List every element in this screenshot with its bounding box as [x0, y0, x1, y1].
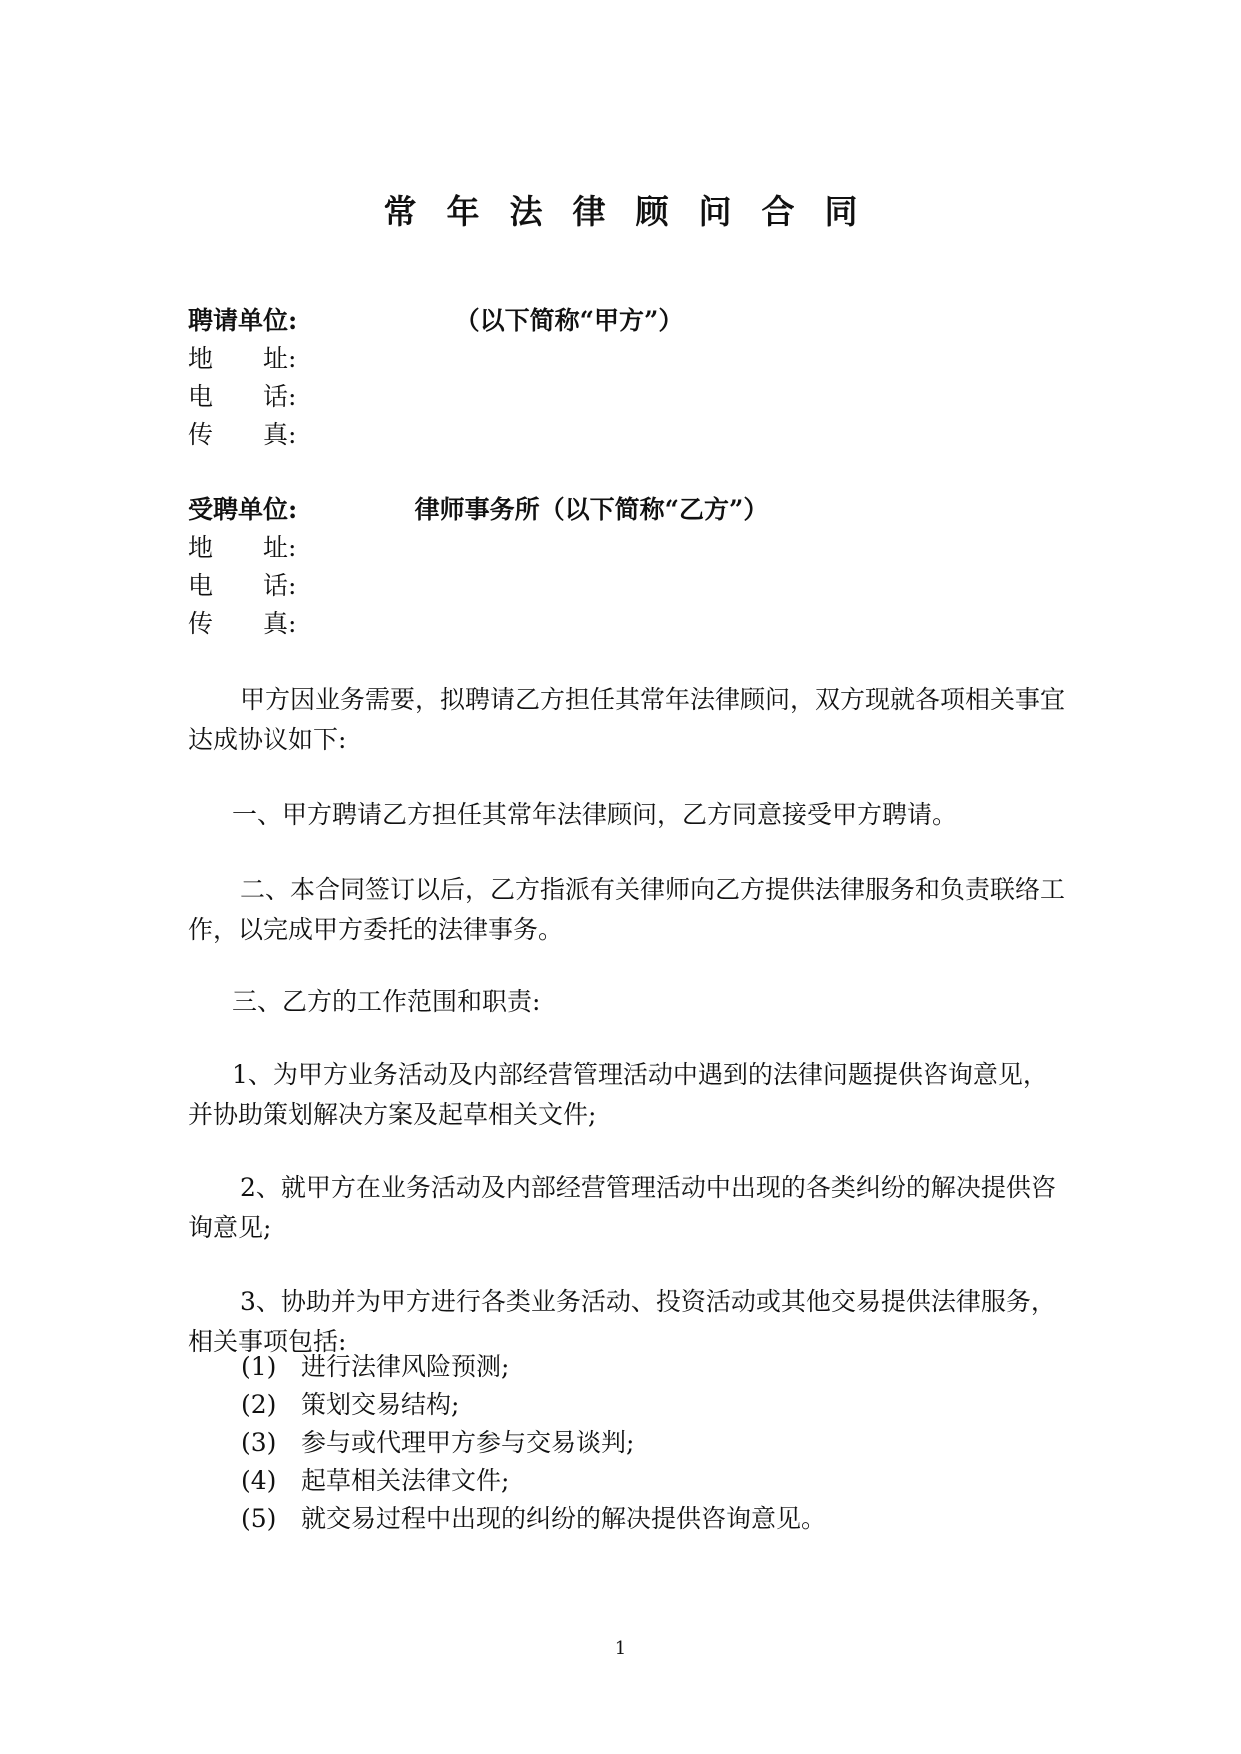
- party-a-alias: （以下简称“甲方”）: [454, 306, 684, 335]
- party-a-row: [188, 306, 683, 336]
- list-item: [241, 1352, 509, 1382]
- list-item: [241, 1466, 509, 1496]
- field-value: :: [288, 609, 297, 638]
- clause-3: 三、乙方的工作范围和职责:: [232, 987, 541, 1016]
- list-item-text: 策划交易结构;: [301, 1390, 460, 1419]
- field-value: :: [288, 533, 297, 562]
- field-value: :: [288, 420, 297, 449]
- list-item: [241, 1504, 826, 1534]
- field-value: :: [288, 344, 297, 373]
- list-item-number: (2): [241, 1390, 277, 1419]
- field-value: :: [288, 571, 297, 600]
- field-value: :: [288, 382, 297, 411]
- list-item-text: 起草相关法律文件;: [301, 1466, 510, 1495]
- party-a-address: [188, 344, 296, 374]
- intro-paragraph: 甲方因业务需要，拟聘请乙方担任其常年法律顾问，双方现就各项相关事宜达成协议如下:: [188, 685, 1066, 754]
- party-b-address: [188, 533, 296, 563]
- field-label: 传真: [188, 420, 288, 449]
- list-item-text: 就交易过程中出现的纠纷的解决提供咨询意见。: [301, 1504, 827, 1533]
- list-item: [241, 1428, 634, 1458]
- field-label: 地址: [188, 533, 288, 562]
- party-b-row: [188, 495, 768, 525]
- field-label: 地址: [188, 344, 288, 373]
- clause-3-item-3: 3、协助并为甲方进行各类业务活动、投资活动或其他交易提供法律服务，相关事项包括:: [188, 1287, 1056, 1356]
- party-b-phone: [188, 571, 296, 601]
- clause-1: 一、甲方聘请乙方担任其常年法律顾问，乙方同意接受甲方聘请。: [232, 800, 958, 829]
- field-label: 电话: [188, 571, 288, 600]
- field-label: 传真: [188, 609, 288, 638]
- party-b-alias: 律师事务所（以下简称“乙方”）: [414, 495, 769, 524]
- clause-3-item-2: 2、就甲方在业务活动及内部经营管理活动中出现的各类纠纷的解决提供咨询意见;: [188, 1173, 1056, 1242]
- list-item-number: (3): [241, 1428, 277, 1457]
- clause-2: 二、本合同签订以后，乙方指派有关律师向乙方提供法律服务和负责联络工作，以完成甲方委托的法律事务。: [188, 875, 1066, 944]
- list-item-number: (5): [241, 1504, 277, 1533]
- clause-3-item-1: 1、为甲方业务活动及内部经营管理活动中遇到的法律问题提供咨询意见，并协助策划解决方案及起草相关文件;: [188, 1060, 1048, 1129]
- page-number: 1: [614, 1638, 627, 1659]
- party-b-fax: [188, 609, 296, 639]
- party-b-heading: 受聘单位:: [188, 495, 298, 524]
- list-item-text: 参与或代理甲方参与交易谈判;: [301, 1428, 635, 1457]
- list-item: [241, 1390, 459, 1420]
- party-a-fax: [188, 420, 296, 450]
- party-a-phone: [188, 382, 296, 412]
- list-item-number: (4): [241, 1466, 277, 1495]
- field-label: 电话: [188, 382, 288, 411]
- party-a-heading: 聘请单位:: [188, 306, 298, 335]
- list-item-number: (1): [241, 1352, 277, 1381]
- list-item-text: 进行法律风险预测;: [301, 1352, 510, 1381]
- document-title: 常年法律顾问合同: [383, 192, 888, 231]
